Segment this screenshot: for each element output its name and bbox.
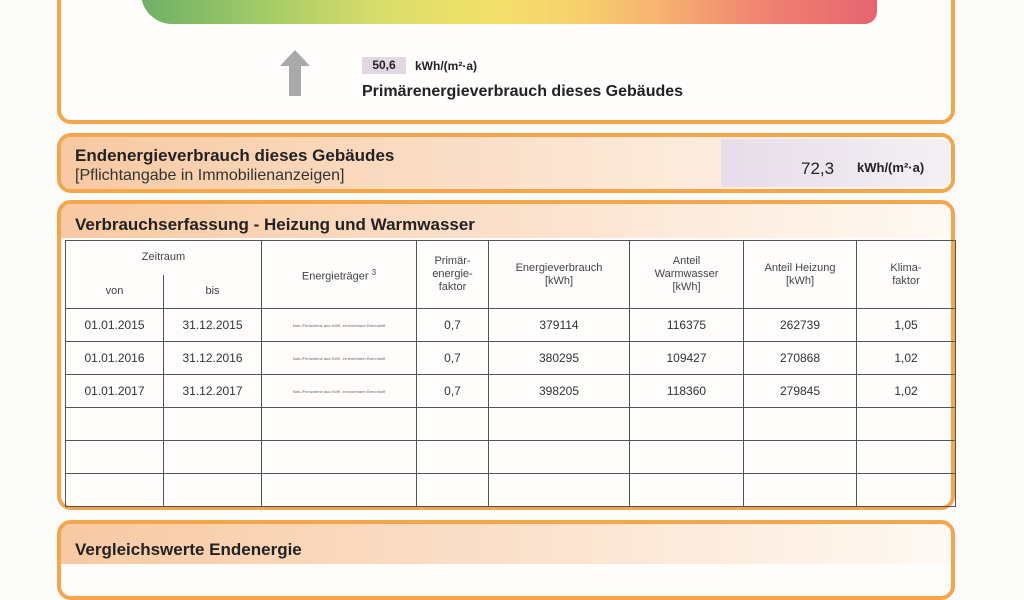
cell-heating: 270868 — [744, 342, 857, 375]
table-row — [66, 408, 956, 441]
from-header: von — [66, 275, 164, 309]
cell-hot-water: 118360 — [630, 375, 744, 408]
table-row — [66, 342, 956, 375]
cell-hot-water: 116375 — [630, 309, 744, 342]
empty-cell — [630, 474, 744, 507]
energy-scale-bar — [141, 0, 877, 24]
cell-factor: 0,7 — [417, 309, 489, 342]
empty-cell — [857, 474, 956, 507]
empty-cell — [66, 474, 164, 507]
consumption-panel — [57, 200, 955, 510]
empty-cell — [857, 408, 956, 441]
carrier-header: Energieträger $^3$ — [262, 241, 417, 309]
heating-header: Anteil Heizung [kWh] — [744, 241, 857, 309]
empty-cell — [164, 474, 262, 507]
cell-carrier: Nah-/Fernwärme aus KWK, erneuerbarer Brennstoff — [262, 342, 417, 375]
cell-from: 01.01.2017 — [66, 375, 164, 408]
empty-cell — [66, 441, 164, 474]
empty-cell — [417, 474, 489, 507]
cell-climate: 1,02 — [857, 342, 956, 375]
comparison-title: Vergleichswerte Endenergie — [75, 540, 302, 559]
cell-factor: 0,7 — [417, 375, 489, 408]
primary-energy-value: 50,6 — [362, 57, 406, 74]
empty-cell — [744, 474, 857, 507]
table-row — [66, 474, 956, 507]
cell-to: 31.12.2015 — [164, 309, 262, 342]
cell-climate: 1,02 — [857, 375, 956, 408]
cell-to: 31.12.2016 — [164, 342, 262, 375]
consumption-header: Energieverbrauch [kWh] — [489, 241, 630, 309]
end-energy-value: 72,3 — [801, 159, 835, 178]
cell-consumption: 380295 — [489, 342, 630, 375]
end-energy-subtitle: [Pflichtangabe in Immobilienanzeigen] — [75, 167, 345, 184]
table-row — [66, 309, 956, 342]
up-arrow-icon — [280, 50, 310, 96]
empty-cell — [489, 474, 630, 507]
primary-energy-unit: kWh/(m²·a) — [415, 59, 477, 73]
cell-climate: 1,05 — [857, 309, 956, 342]
primary-energy-scale-panel — [57, 0, 955, 124]
period-header: Zeitraum — [66, 241, 262, 275]
cell-heating: 279845 — [744, 375, 857, 408]
empty-cell — [262, 474, 417, 507]
cell-to: 31.12.2017 — [164, 375, 262, 408]
empty-cell — [744, 408, 857, 441]
hot-water-header: Anteil Warmwasser [kWh] — [630, 241, 744, 309]
empty-cell — [857, 441, 956, 474]
to-header: bis — [164, 275, 262, 309]
cell-heating: 262739 — [744, 309, 857, 342]
cell-from: 01.01.2016 — [66, 342, 164, 375]
empty-cell — [744, 441, 857, 474]
empty-cell — [630, 441, 744, 474]
comparison-panel — [57, 520, 955, 600]
empty-cell — [417, 441, 489, 474]
consumption-table — [65, 240, 956, 507]
end-energy-panel — [57, 133, 955, 193]
empty-cell — [630, 408, 744, 441]
primary-factor-header: Primär- energie- faktor — [417, 241, 489, 309]
end-energy-unit: kWh/(m²·a) — [857, 160, 925, 175]
cell-from: 01.01.2015 — [66, 309, 164, 342]
consumption-title: Verbrauchserfassung - Heizung und Warmwasser — [75, 215, 475, 234]
empty-cell — [262, 408, 417, 441]
empty-cell — [164, 408, 262, 441]
empty-cell — [417, 408, 489, 441]
empty-cell — [164, 441, 262, 474]
cell-carrier: Nah-/Fernwärme aus KWK, erneuerbarer Brennstoff — [262, 309, 417, 342]
cell-consumption: 379114 — [489, 309, 630, 342]
cell-carrier: Nah-/Fernwärme aus KWK, erneuerbarer Brennstoff — [262, 375, 417, 408]
cell-consumption: 398205 — [489, 375, 630, 408]
empty-cell — [489, 441, 630, 474]
empty-cell — [262, 441, 417, 474]
cell-factor: 0,7 — [417, 342, 489, 375]
cell-hot-water: 109427 — [630, 342, 744, 375]
empty-cell — [489, 408, 630, 441]
primary-energy-caption: Primärenergieverbrauch dieses Gebäudes — [362, 83, 684, 100]
end-energy-title: Endenergieverbrauch dieses Gebäudes — [75, 146, 395, 165]
empty-cell — [66, 408, 164, 441]
climate-factor-header: Klima- faktor — [857, 241, 956, 309]
table-row — [66, 441, 956, 474]
table-row — [66, 375, 956, 408]
